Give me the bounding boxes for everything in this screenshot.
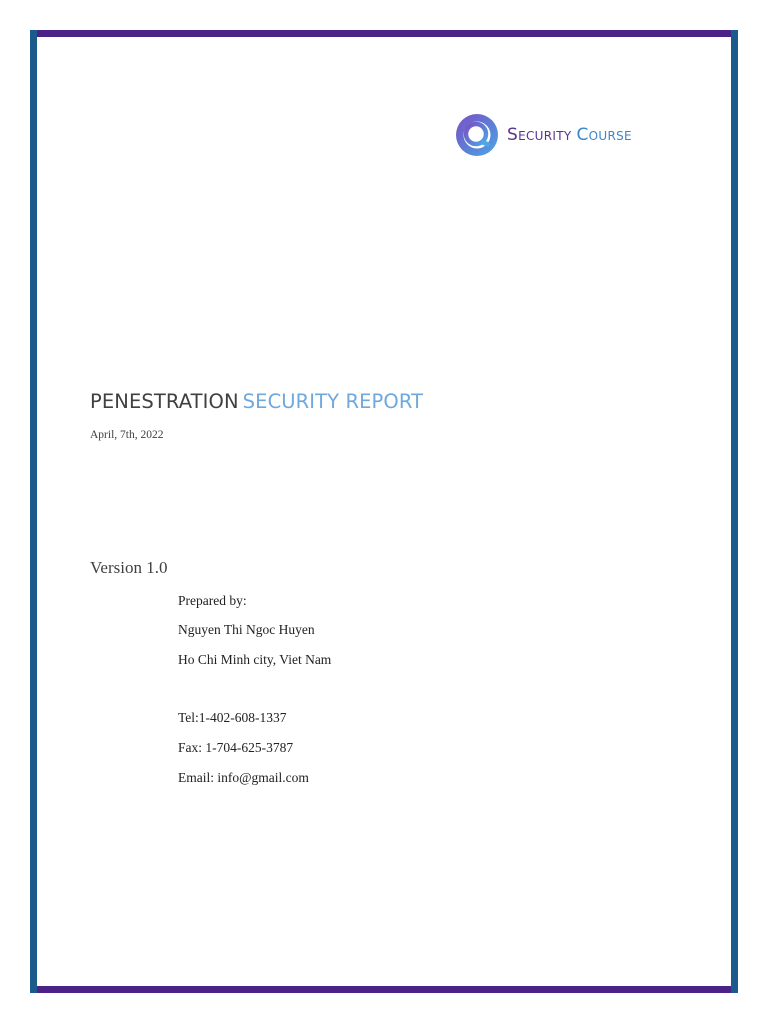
report-title-part2: SECURITY REPORT — [242, 390, 424, 413]
border-top — [30, 30, 738, 37]
border-left — [30, 30, 37, 993]
author-name: Nguyen Thi Ngoc Huyen — [178, 622, 315, 637]
logo-wordmark — [507, 124, 632, 145]
page-border-frame — [30, 30, 738, 993]
report-title — [90, 390, 423, 413]
border-bottom — [30, 986, 738, 993]
report-title-part1: PENESTRATION — [90, 390, 239, 413]
logo-word-course: Course — [576, 124, 632, 145]
report-version: Version 1.0 — [90, 558, 168, 577]
prepared-by-label: Prepared by: — [178, 593, 247, 608]
report-date: April, 7th, 2022 — [90, 429, 164, 441]
logo-word-security: Security — [507, 124, 572, 145]
author-location: Ho Chi Minh city, Viet Nam — [178, 652, 332, 667]
contact-fax: Fax: 1-704-625-3787 — [178, 740, 294, 755]
contact-email: Email: info@gmail.com — [178, 770, 309, 785]
border-right — [731, 30, 738, 993]
company-logo — [455, 113, 632, 157]
contact-tel: Tel:1-402-608-1337 — [178, 710, 287, 725]
circular-ring-logo-icon — [455, 113, 499, 157]
